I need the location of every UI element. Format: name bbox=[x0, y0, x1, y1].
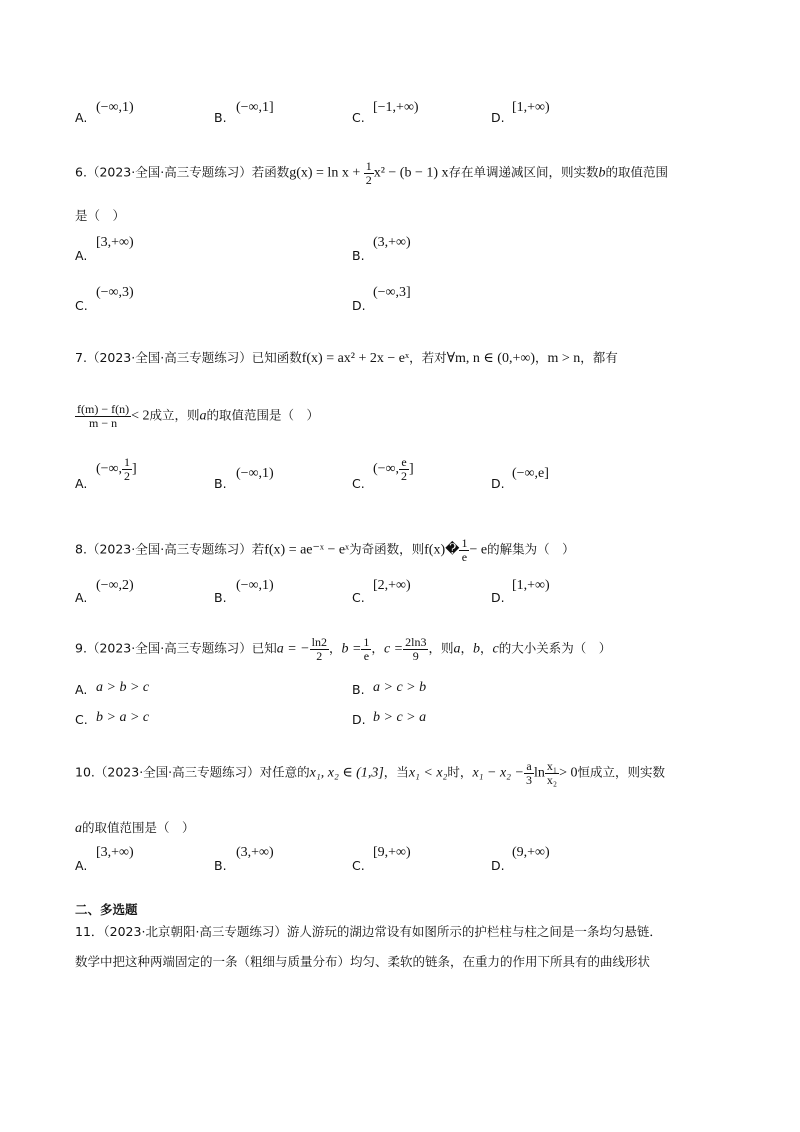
q8-option-a-value: (−∞,2) bbox=[96, 578, 134, 593]
q10-option-c-value: [9,+∞) bbox=[373, 845, 411, 860]
q10-line2-text: 的取值范围是（ ） bbox=[82, 820, 195, 835]
q8-option-d-value: [1,+∞) bbox=[512, 578, 550, 593]
q6-option-d-value: (−∞,3] bbox=[373, 285, 411, 300]
q8-option-a-label: A. bbox=[75, 590, 88, 605]
q7-text-line2: 成立，则 bbox=[149, 407, 200, 423]
q7-option-b-label: B. bbox=[214, 476, 227, 491]
q8-option-d-label: D. bbox=[491, 590, 505, 605]
q6-option-c-value: (−∞,3) bbox=[96, 285, 134, 300]
q10-ineq-fden: 3 bbox=[526, 772, 532, 787]
q9-c-def: c = bbox=[383, 641, 404, 657]
q9-option-d-value: b > c > a bbox=[373, 710, 427, 725]
q7-option-d-label: D. bbox=[491, 476, 505, 491]
q9-option-a-value: a > b > c bbox=[96, 680, 150, 695]
q10-cond2: x₁ < x₂ bbox=[408, 765, 448, 781]
q6-frac-den: 2 bbox=[365, 172, 372, 187]
q7-ineq-rest: < 2 bbox=[131, 408, 150, 424]
q7-cond2: m > n bbox=[547, 351, 581, 366]
q7-option-a-value bbox=[96, 456, 137, 482]
q7-source: （2023·全国·高三专题练习）已知函数 bbox=[86, 350, 302, 365]
q7-var: a bbox=[199, 408, 207, 424]
q9-v-b: b bbox=[472, 641, 480, 657]
q10-ineq-lfrac bbox=[545, 760, 559, 786]
q10-text-mid2: 时， bbox=[447, 764, 473, 780]
q10-ineq-rest: > 0 bbox=[559, 765, 578, 781]
q9-line1: 9.（2023·全国·高三专题练习）已知a = − $\frac{\ln 2}{2}$ ，b = $\frac{1}{e}$ ，c = $\frac{2\ln 3}{9}$ ，则a，b，c的大小关系为（ ） bbox=[75, 635, 612, 663]
q8-frac bbox=[459, 537, 469, 563]
q10-ineq-frac bbox=[524, 760, 534, 786]
q7-option-a-frac bbox=[122, 456, 132, 482]
q7-option-c-frac bbox=[399, 456, 409, 482]
q6-option-c-label: C. bbox=[75, 298, 88, 313]
q10-ineq-a: x₁ − x₂ − bbox=[472, 765, 524, 781]
q6-func: g(x) = ln x + bbox=[289, 165, 364, 181]
q9-text-end: 的大小关系为（ ） bbox=[498, 640, 612, 656]
q8-number: 8. bbox=[75, 541, 87, 557]
q9-b-frac bbox=[361, 636, 371, 662]
q7-text-mid: ，若对 bbox=[409, 350, 447, 365]
q6-option-b-label: B. bbox=[352, 248, 365, 263]
q7-option-c-value bbox=[373, 456, 414, 482]
q9-number: 9. bbox=[75, 640, 87, 656]
q5-option-d-value: [1,+∞) bbox=[512, 100, 550, 115]
q8-ineq: f(x)� bbox=[424, 542, 460, 558]
q9-option-b-value: a > c > b bbox=[373, 680, 427, 695]
q7-option-b-value: (−∞,1) bbox=[236, 466, 274, 481]
q9-source: （2023·全国·高三专题练习）已知 bbox=[86, 640, 277, 656]
q8-ineq-rest: − e bbox=[469, 542, 488, 558]
q10-ineq-lden: x₂ bbox=[546, 772, 558, 787]
q6-option-a-label: A. bbox=[75, 248, 88, 263]
q7-option-a-label: A. bbox=[75, 476, 88, 491]
q5-option-a-value: (−∞,1) bbox=[96, 100, 134, 115]
q9-b-def: b = bbox=[341, 641, 362, 657]
q5-option-c-label: C. bbox=[352, 110, 365, 125]
q7-ineq-num: f(m) − f(n) bbox=[77, 402, 130, 416]
q10-option-c-label: C. bbox=[352, 858, 365, 873]
q6-frac-num: 1 bbox=[365, 159, 372, 173]
q10-option-d-value: (9,+∞) bbox=[512, 845, 550, 860]
q8-text-mid: 为奇函数，则 bbox=[349, 541, 425, 557]
q9-a-den: 2 bbox=[310, 649, 329, 663]
q7-option-c-label: C. bbox=[352, 476, 365, 491]
q9-a-num: ln2 bbox=[311, 635, 327, 649]
q9-c-frac bbox=[403, 636, 428, 662]
q6-line2: 是（ ） bbox=[75, 208, 126, 223]
q5-option-b-value: (−∞,1] bbox=[236, 100, 274, 115]
q9-c-den: 9 bbox=[403, 649, 428, 663]
q9-c-num: 2ln3 bbox=[405, 635, 427, 649]
q5-option-c-value: [−1,+∞) bbox=[373, 100, 419, 115]
q8-source: （2023·全国·高三专题练习）若 bbox=[86, 541, 265, 557]
q8-func: f(x) = ae⁻ˣ − eˣ bbox=[264, 542, 350, 558]
q10-option-b-value: (3,+∞) bbox=[236, 845, 274, 860]
q6-frac bbox=[364, 160, 374, 186]
q10-var: a bbox=[75, 821, 82, 836]
q10-ineq-lnum: x₁ bbox=[546, 759, 558, 773]
q9-v-c: c bbox=[492, 641, 499, 657]
q6-text-after: 存在单调递减区间，则实数 bbox=[448, 164, 599, 180]
q9-option-a-label: A. bbox=[75, 682, 88, 697]
q7-option-d-value: (−∞,e] bbox=[512, 466, 549, 481]
q10-ineq-ln: ln bbox=[534, 765, 545, 781]
q7-option-c-close: ] bbox=[409, 461, 414, 477]
q7-text-line2-end: 的取值范围是（ ） bbox=[206, 407, 320, 423]
q7-func: f(x) = ax² + 2x − eˣ bbox=[301, 351, 410, 366]
q9-v-a: a bbox=[453, 641, 461, 657]
q5-option-b-label: B. bbox=[214, 110, 227, 125]
q6-var: b bbox=[598, 165, 606, 181]
q8-frac-den: e bbox=[459, 550, 469, 564]
q10-option-a-label: A. bbox=[75, 858, 88, 873]
q10-option-b-label: B. bbox=[214, 858, 227, 873]
q6-source: （2023·全国·高三专题练习）若函数 bbox=[86, 164, 290, 180]
q10-line1 bbox=[75, 760, 665, 786]
q10-ineq-fnum: a bbox=[526, 759, 532, 773]
q11-line2: 数学中把这种两端固定的一条（粗细与质量分布）均匀、柔软的链条，在重力的作用下所具有的曲线形状 bbox=[75, 954, 651, 969]
q9-b-num: 1 bbox=[363, 635, 370, 649]
q9-option-c-label: C. bbox=[75, 712, 88, 727]
q7-option-a-close: ] bbox=[132, 461, 137, 477]
q7-number: 7. bbox=[75, 350, 87, 365]
q10-line2 bbox=[75, 818, 195, 837]
q8-option-c-value: [2,+∞) bbox=[373, 578, 411, 593]
q7-text-end: ，都有 bbox=[580, 350, 618, 365]
q7-ineq-frac bbox=[75, 403, 131, 429]
q7-cond1: ∀m, n ∈ (0,+∞) bbox=[446, 351, 535, 366]
q9-a-def: a = − bbox=[276, 641, 310, 657]
q7-option-c-open: (−∞, bbox=[373, 461, 400, 477]
q10-text-mid: ，当 bbox=[383, 764, 409, 780]
q7-option-a-num: 1 bbox=[124, 455, 131, 469]
q8-option-c-label: C. bbox=[352, 590, 365, 605]
q9-option-b-label: B. bbox=[352, 682, 365, 697]
q7-option-a-den: 2 bbox=[124, 468, 131, 483]
q10-cond: x₁, x₂ ∈ (1,3] bbox=[309, 765, 384, 781]
q7-line2 bbox=[75, 403, 319, 429]
q9-option-d-label: D. bbox=[352, 712, 366, 727]
q6-text-end: 的取值范围 bbox=[605, 164, 669, 180]
q8-option-b-value: (−∞,1) bbox=[236, 578, 274, 593]
q8-option-b-label: B. bbox=[214, 590, 227, 605]
q8-text-end: 的解集为（ ） bbox=[487, 541, 575, 557]
q7-option-c-num: e bbox=[401, 455, 407, 469]
q11-line1: 11．（2023·北京朝阳·高三专题练习）游人游玩的湖边常设有如图所示的护栏柱与柱之间是一条均匀悬链． bbox=[75, 924, 662, 939]
q10-option-d-label: D. bbox=[491, 858, 505, 873]
q7-line1: 7.（2023·全国·高三专题练习）已知函数f(x) = ax² + 2x − eˣ，若对∀m, n ∈ (0,+∞)，m > n，都有 bbox=[75, 350, 618, 366]
q7-option-a-open: (−∞, bbox=[96, 461, 123, 477]
q7-option-c-den: 2 bbox=[401, 468, 408, 483]
q6-number: 6. bbox=[75, 164, 87, 180]
q9-text-mid: ，则 bbox=[428, 640, 454, 656]
q10-text-end: 恒成立，则实数 bbox=[577, 764, 665, 780]
q8-frac-num: 1 bbox=[461, 536, 468, 550]
q9-b-den: e bbox=[361, 649, 371, 663]
q10-number: 10. bbox=[75, 764, 95, 780]
q6-line1 bbox=[75, 160, 668, 186]
q8-line1 bbox=[75, 537, 575, 563]
q9-a-frac bbox=[310, 636, 329, 662]
q10-source: （2023·全国·高三专题练习）对任意的 bbox=[94, 764, 310, 780]
q10-option-a-value: [3,+∞) bbox=[96, 845, 134, 860]
q7-ineq-den: m − n bbox=[75, 416, 131, 430]
section-title-multi-choice: 二、多选题 bbox=[75, 902, 138, 917]
q6-func-rest: x² − (b − 1) x bbox=[373, 165, 449, 181]
q5-option-d-label: D. bbox=[491, 110, 505, 125]
q6-option-b-value: (3,+∞) bbox=[373, 235, 411, 250]
q9-option-c-value: b > a > c bbox=[96, 710, 150, 725]
q6-option-d-label: D. bbox=[352, 298, 366, 313]
q5-option-a-label: A. bbox=[75, 110, 88, 125]
q6-option-a-value: [3,+∞) bbox=[96, 235, 134, 250]
